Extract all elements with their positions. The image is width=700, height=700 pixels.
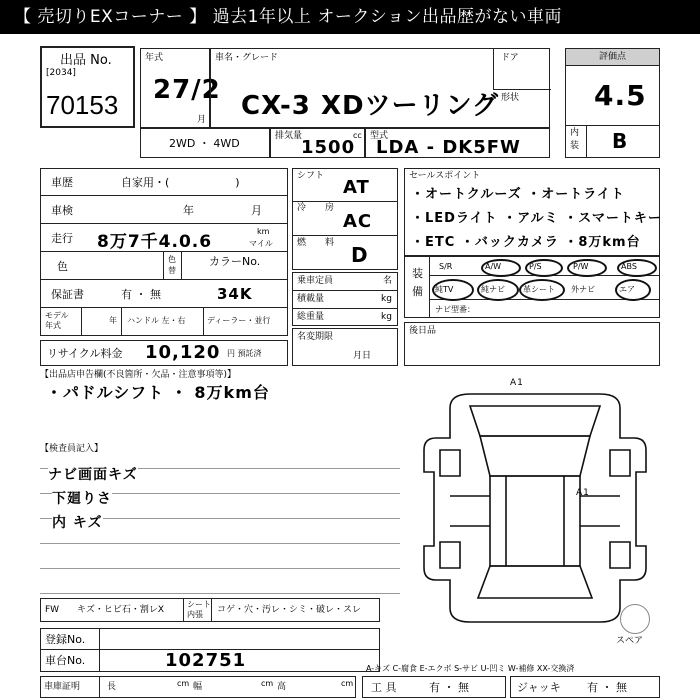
equipment-label-2: 備: [412, 285, 423, 298]
sales-points-box: [404, 168, 660, 256]
mid-table: [292, 168, 398, 270]
capacity-unit: 名: [383, 276, 393, 286]
circle-seat: [519, 279, 565, 301]
shift-label: シフト: [297, 171, 325, 181]
cert-width-unit: cm: [261, 679, 274, 688]
color-change-2: 替: [168, 266, 176, 275]
shape-label: 形状: [501, 93, 520, 103]
inspection-label: 車検: [51, 204, 73, 217]
cert-height: 高: [277, 682, 287, 692]
lot-code: [2034]: [46, 68, 76, 78]
lot-number: 70153: [46, 90, 119, 120]
spare-label: スペア: [616, 636, 644, 646]
cert-height-unit: cm: [341, 679, 354, 688]
recycle-box: [40, 340, 288, 366]
displacement-box: [270, 128, 365, 158]
color-no-label: カラーNo.: [209, 255, 261, 268]
fw-label: FW: [45, 605, 60, 615]
circle-air: [615, 279, 651, 301]
equip-navi: 純ナビ: [481, 285, 505, 294]
fuel-label-2: 料: [325, 238, 335, 248]
month-suffix: 月: [197, 115, 207, 125]
circle-navi: [477, 279, 519, 301]
post-day-label: 後日品: [409, 326, 437, 336]
reg-label: 登録No.: [45, 633, 86, 646]
lot-label: 出品 No.: [60, 53, 112, 68]
sales-line-1: ・オートクルーズ ・オートライト: [411, 187, 625, 202]
spare-tire-icon: [620, 604, 650, 634]
fw-row: [40, 598, 380, 622]
inspector-line-1: ナビ画面キズ: [48, 464, 138, 484]
warranty-value: 有 ・ 無: [121, 288, 161, 301]
equip-pw: P/W: [573, 262, 589, 271]
year-box: [140, 48, 221, 128]
seat-label-2: 内張: [187, 610, 203, 619]
model-year-unit: 年: [109, 316, 117, 325]
inspector-area: [40, 444, 400, 594]
history-value: 自家用・( ): [121, 176, 240, 189]
circle-tv: [432, 279, 474, 301]
seat-options: コゲ・穴・汚レ・シミ・破レ・スレ: [217, 605, 362, 615]
year-value: 27/2: [153, 75, 221, 105]
cert-width: 幅: [193, 682, 203, 692]
chassis-value: 102751: [165, 650, 247, 671]
equip-sr: S/R: [439, 262, 453, 271]
last-change-label: 名変期限: [297, 332, 334, 342]
car-name-box: [210, 48, 550, 128]
inspector-line-3: 内 キズ: [52, 512, 103, 532]
inspector-label: 【検査員記入】: [40, 444, 104, 454]
dealer-label: ディーラー・並行: [207, 316, 271, 325]
mileage-unit-mile: マイル: [249, 239, 273, 248]
equipment-label-1: 装: [412, 267, 423, 280]
equip-aw: A/W: [485, 262, 502, 271]
header-bar: [0, 0, 700, 34]
diagram-mark-side: A1: [576, 488, 590, 498]
aircon-value: AC: [343, 211, 373, 232]
displacement-value: 1500: [301, 137, 356, 158]
post-day-box: [404, 322, 660, 366]
inspection-year: 年: [183, 204, 194, 217]
car-outline: [410, 376, 660, 638]
sales-points-label: セールスポイント: [409, 171, 481, 181]
capacity-table: [292, 272, 398, 326]
car-diagram: [410, 376, 660, 638]
header-title: 【 売切りEXコーナー 】 過去1年以上 オークション出品歴がない車両: [14, 7, 562, 27]
seat-label-1: シート: [187, 600, 211, 609]
displacement-label: 排気量: [275, 131, 303, 141]
aircon-label-1: 冷: [297, 203, 307, 213]
tools-label: 工 具: [371, 681, 397, 694]
last-change-box: [292, 328, 398, 366]
lot-number-box: [40, 46, 135, 128]
score-label: 評価点: [566, 49, 659, 65]
mileage-value: 8万7千4.0.6: [97, 232, 213, 252]
drive-box: [140, 128, 270, 158]
mileage-unit-km: km: [257, 227, 270, 236]
circle-ps: [525, 259, 563, 277]
equip-tv: 純TV: [435, 285, 454, 294]
model-code-value: LDA - DK5FW: [376, 137, 521, 158]
equipment-box: [404, 256, 660, 318]
circle-abs: [617, 259, 657, 277]
aircon-label-2: 房: [325, 203, 335, 213]
recycle-label: リサイクル料金: [47, 347, 123, 360]
circle-aw: [481, 259, 521, 277]
tools-box: [362, 676, 506, 698]
color-change-1: 色: [168, 255, 176, 264]
score-box: [565, 48, 660, 158]
cert-long: 長: [107, 682, 117, 692]
chassis-label: 車台No.: [45, 654, 86, 667]
fuel-value: D: [351, 243, 369, 267]
tools-value: 有 ・ 無: [429, 681, 469, 694]
cert-long-unit: cm: [177, 679, 190, 688]
sales-line-3: ・ETC ・バックカメラ ・8万km台: [411, 235, 641, 250]
score-value: 4.5: [594, 79, 647, 112]
recycle-value: 10,120: [145, 342, 221, 363]
load-unit: kg: [381, 294, 392, 304]
inspector-line-2: 下廻りさ: [52, 488, 112, 508]
color-no-value: 34K: [217, 285, 253, 303]
last-change-unit: 月日: [353, 351, 372, 361]
recycle-unit: 円 預託済: [227, 349, 262, 358]
door-label: ドア: [501, 53, 519, 63]
notes-value: ・パドルシフト ・ 8万km台: [46, 383, 270, 402]
load-label: 積載量: [297, 294, 325, 304]
inspection-month: 月: [251, 204, 262, 217]
warranty-label: 保証書: [51, 288, 84, 301]
model-year-label-2: 年式: [45, 321, 61, 330]
cert-label: 車庫証明: [44, 682, 81, 692]
gross-unit: kg: [381, 312, 392, 322]
fw-options: キズ・ヒビ石・割レX: [77, 605, 164, 615]
displacement-unit: cc: [353, 131, 362, 140]
year-label: 年式: [145, 53, 164, 63]
notes-area: [40, 370, 400, 430]
jack-value: 有 ・ 無: [587, 681, 627, 694]
capacity-label: 乗車定員: [297, 276, 334, 286]
model-code-box: [365, 128, 550, 158]
model-year-label-1: モデル: [45, 311, 69, 320]
left-table: [40, 168, 288, 336]
registration-box: [40, 628, 380, 672]
gross-label: 総重量: [297, 312, 325, 322]
car-name-value: CX-3 XDツーリング: [241, 91, 500, 121]
equip-ext-navi: 外ナビ: [571, 285, 595, 294]
color-label: 色: [57, 260, 68, 273]
jack-box: [510, 676, 660, 698]
equip-seat: 革シート: [523, 285, 555, 294]
equip-abs: ABS: [621, 262, 637, 271]
history-label: 車歴: [51, 176, 73, 189]
drive-label: 2WD ・ 4WD: [169, 137, 240, 150]
car-name-label: 車名・グレード: [215, 53, 279, 63]
interior-label-1: 内: [570, 128, 580, 138]
spare-tire: [614, 604, 654, 648]
navi-type-label: ナビ型番：: [435, 305, 475, 314]
interior-label-2: 装: [570, 141, 580, 151]
cert-box: [40, 676, 356, 698]
shift-value: AT: [343, 177, 370, 198]
model-code-label: 型式: [370, 131, 389, 141]
handle-label: ハンドル 左・右: [127, 316, 186, 325]
interior-value: B: [612, 129, 629, 153]
equip-air: エア: [619, 285, 635, 294]
jack-label: ジャッキ: [517, 681, 561, 694]
equip-ps: P/S: [529, 262, 542, 271]
diagram-mark-front: A1: [510, 378, 524, 388]
fuel-label-1: 燃: [297, 238, 307, 248]
notes-label: 【出品店申告欄(不良箇所・欠品・注意事項等)】: [40, 370, 237, 380]
mileage-label: 走行: [51, 232, 73, 245]
damage-legend: A-キズ C-腐食 E-エクボ S-サビ U-凹ミ W-補修 XX-交換済: [366, 664, 575, 673]
sales-line-2: ・LEDライト ・アルミ ・スマートキー: [411, 211, 662, 226]
circle-pw: [567, 259, 607, 277]
